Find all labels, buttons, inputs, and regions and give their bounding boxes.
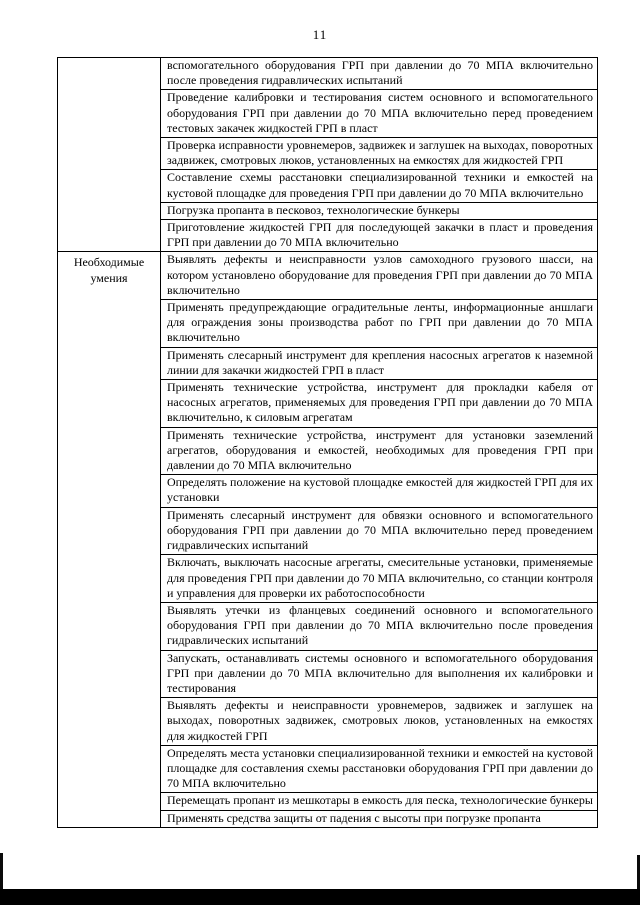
table-cell: Проверка исправности уровнемеров, задвижек и заглушек на выходах, поворотных задвижек, смотровых люков, установленных на емкостях для жидкостей ГРП: [161, 138, 598, 170]
table-cell: вспомогательного оборудования ГРП при давлении до 70 МПА включительно после проведения гидравлических испытаний: [161, 58, 598, 90]
content-table: [57, 57, 598, 828]
table-cell: Выявлять дефекты и неисправности уровнемеров, задвижек и заглушек на выходах, поворотных задвижек, смотровых люков, установленных на емкостях для жидкостей ГРП: [161, 698, 598, 746]
row-group-label: Необходимые умения: [58, 252, 161, 827]
table-cell: Применять технические устройства, инструмент для прокладки кабеля от насосных агрегатов, применяемых для проведения ГРП при давлении до 70 МПА включительно, к силовым агрегатам: [161, 380, 598, 428]
table-cell: Определять положение на кустовой площадке емкостей для жидкостей ГРП для их установки: [161, 475, 598, 507]
table-cell: Применять технические устройства, инструмент для установки заземлений агрегатов, оборудования и емкостей, необходимых для проведения ГРП при давлении до 70 МПА включительно: [161, 427, 598, 475]
table-row: [58, 252, 598, 300]
table-cell: Погрузка пропанта в песковоз, технологические бункеры: [161, 202, 598, 219]
table-cell: Составление схемы расстановки специализированной техники и емкостей на кустовой площадке для проведения ГРП при давлении до 70 МПА включительно: [161, 170, 598, 202]
table-cell: Применять слесарный инструмент для крепления насосных агрегатов к наземной линии для закачки жидкостей ГРП в пласт: [161, 347, 598, 379]
table-cell: Определять места установки специализированной техники и емкостей на кустовой площадке для составления схемы расстановки оборудования ГРП при давлении до 70 МПА включительно: [161, 745, 598, 793]
table-cell: Включать, выключать насосные агрегаты, смесительные установки, применяемые для проведения ГРП при давлении до 70 МПА включительно, со станции контроля и управления для проверки их работоспособности: [161, 555, 598, 603]
table-cell: Применять слесарный инструмент для обвязки основного и вспомогательного оборудования ГРП при давлении до 70 МПА включительно перед проведением гидравлических испытаний: [161, 507, 598, 555]
page-number: 11: [312, 27, 328, 42]
left-column-empty-cell: [58, 58, 161, 252]
table-cell: Выявлять утечки из фланцевых соединений основного и вспомогательного оборудования ГРП при давлении до 70 МПА включительно после проведения гидравлических испытаний: [161, 602, 598, 650]
table-cell: Перемещать пропант из мешкотары в емкость для песка, технологические бункеры: [161, 793, 598, 810]
table-cell: Проведение калибровки и тестирования систем основного и вспомогательного оборудования ГРП при давлении до 70 МПА включительно перед проведением тестовых закачек жидкостей ГРП в пласт: [161, 90, 598, 138]
table-row: [58, 58, 598, 90]
scan-artifact-bottom-edge: [0, 889, 640, 905]
table-cell: Запускать, останавливать системы основного и вспомогательного оборудования ГРП при давлении до 70 МПА включительно для выполнения их калибровки и тестирования: [161, 650, 598, 698]
table-cell: Применять предупреждающие оградительные ленты, информационные аншлаги для ограждения зоны производства работ по ГРП при давлении до 70 МПА включительно: [161, 300, 598, 348]
table-cell: Выявлять дефекты и неисправности узлов самоходного грузового шасси, на котором установлено оборудование для проведения ГРП при давлении до 70 МПА включительно: [161, 252, 598, 300]
table-cell: Приготовление жидкостей ГРП для последующей закачки в пласт и проведения ГРП при давлении до 70 МПА включительно: [161, 220, 598, 252]
table-cell: Применять средства защиты от падения с высоты при погрузке пропанта: [161, 810, 598, 827]
